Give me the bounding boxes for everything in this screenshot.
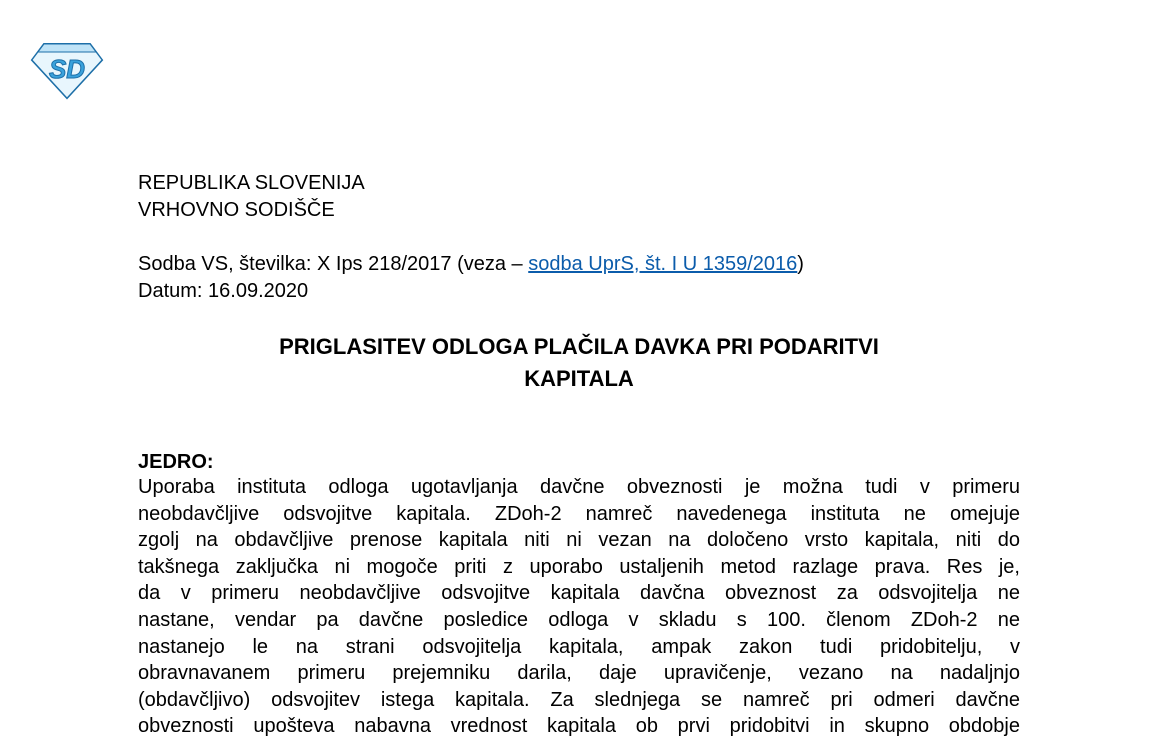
court-logo-icon bbox=[30, 40, 104, 100]
related-judgment-link[interactable]: sodba UprS, št. I U 1359/2016 bbox=[528, 253, 798, 275]
core-line: nastanejo le na strani odsvojitelja kapitala, ampak zakon tudi pridobitelju, v bbox=[138, 635, 1020, 658]
court-name: VRHOVNO SODIŠČE bbox=[138, 199, 335, 221]
core-line: (obdavčljivo) odsvojitev istega kapitala. Za slednjega se namreč pri odmeri davčne bbox=[138, 688, 1020, 711]
core-line: neobdavčljive odsvojitve kapitala. ZDoh-2 namreč navedenega instituta ne omejuje bbox=[138, 502, 1020, 525]
svg-text:SD: SD bbox=[48, 54, 86, 84]
core-line: nastane, vendar pa davčne posledice odloga v skladu s 100. členom ZDoh-2 ne bbox=[138, 608, 1020, 631]
core-line: Uporaba instituta odloga ugotavljanja davčne obveznosti je možna tudi v primeru bbox=[138, 476, 1020, 498]
core-line: zgolj na obdavčljive prenose kapitala niti ni vezan na določeno vrsto kapitala, niti do bbox=[138, 529, 1020, 552]
core-text bbox=[138, 474, 1020, 740]
case-reference bbox=[138, 251, 804, 278]
court-header bbox=[138, 170, 365, 224]
title-line-2: KAPITALA bbox=[524, 366, 634, 391]
core-line: obveznosti upošteva nabavna vrednost kapitala ob prvi pridobitvi in skupno obdobje bbox=[138, 715, 1020, 738]
title-line-1: PRIGLASITEV ODLOGA PLAČILA DAVKA PRI PODARITVI bbox=[279, 334, 879, 359]
case-suffix: ) bbox=[797, 253, 804, 275]
core-line: takšnega zaključka ni mogoče priti z uporabo ustaljenih metod razlage prava. Res je, bbox=[138, 555, 1020, 578]
core-line: obravnavanem primeru prejemniku darila, daje upravičenje, vezano na nadaljnjo bbox=[138, 662, 1020, 685]
case-number: Sodba VS, številka: X Ips 218/2017 (veza – bbox=[138, 253, 529, 275]
document-title bbox=[138, 331, 1020, 395]
republic-name: REPUBLIKA SLOVENIJA bbox=[138, 172, 365, 194]
case-date: Datum: 16.09.2020 bbox=[138, 280, 309, 302]
case-info bbox=[138, 251, 804, 305]
core-line: da v primeru neobdavčljive odsvojitve kapitala davčna obveznost za odsvojitelja ne bbox=[138, 582, 1020, 605]
core-heading: JEDRO: bbox=[138, 451, 214, 473]
